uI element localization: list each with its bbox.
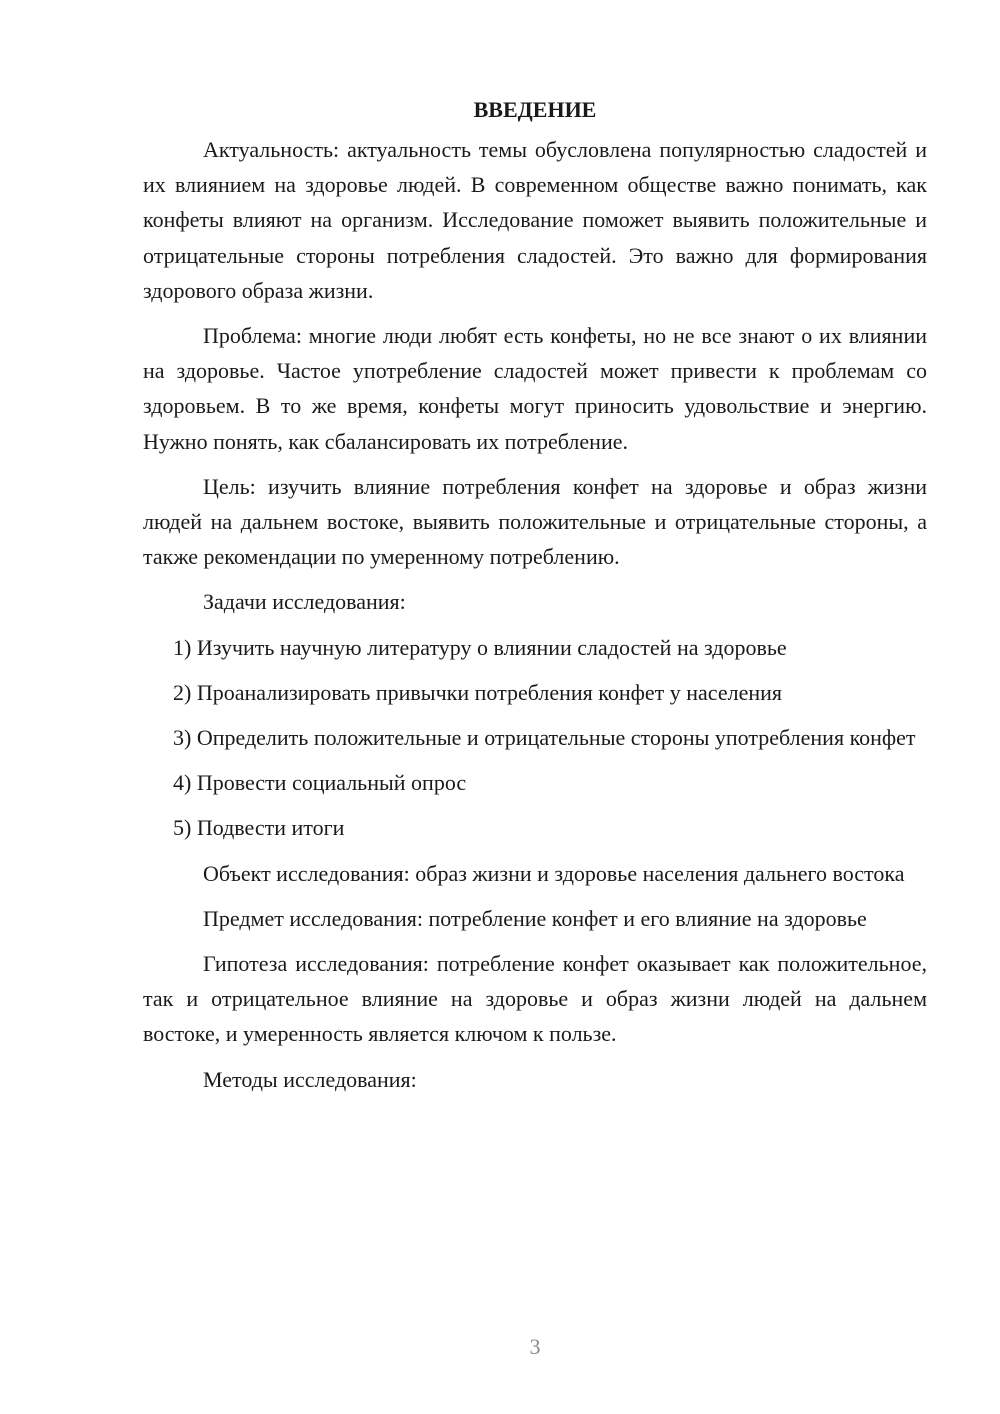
paragraph-hypothesis: Гипотеза исследования: потребление конфет оказывает как положительное, так и отрицательное влияние на здоровье и образ жизни людей на дальнем востоке, и умеренность является ключом к пользе. <box>143 951 927 1047</box>
task-item-4: 4) Провести социальный опрос <box>173 770 467 796</box>
task-item-5: 5) Подвести итоги <box>173 815 345 841</box>
task-item-3: 3) Определить положительные и отрицательные стороны употребления конфет <box>173 725 916 751</box>
document-page <box>143 92 927 1107</box>
page-number: 3 <box>529 1334 541 1359</box>
paragraph-subject: Предмет исследования: потребление конфет и его влияние на здоровье <box>203 905 867 931</box>
tasks-heading: Задачи исследования: <box>203 589 406 615</box>
methods-heading: Методы исследования: <box>203 1066 417 1092</box>
section-title: ВВЕДЕНИЕ <box>473 97 597 122</box>
paragraph-object: Объект исследования: образ жизни и здоровье населения дальнего востока <box>203 860 905 886</box>
task-item-2: 2) Проанализировать привычки потребления конфет у населения <box>173 679 783 705</box>
paragraph-problem: Проблема: многие люди любят есть конфеты, но не все знают о их влиянии на здоровье. Частое употребление сладостей может привести к проблемам со здоровьем. В то же время, конфеты могут приносить удовольствие и энергию. Нужно понять, как сбалансировать их потребление. <box>143 323 927 454</box>
paragraph-relevance: Актуальность: актуальность темы обусловлена популярностью сладостей и их влиянием на здоровье людей. В современном обществе важно понимать, как конфеты влияют на организм. Исследование поможет выявить положительные и отрицательные стороны потребления сладостей. Это важно для формирования здорового образа жизни. <box>143 137 927 303</box>
task-item-1: 1) Изучить научную литературу о влиянии сладостей на здоровье <box>173 634 787 660</box>
paragraph-goal: Цель: изучить влияние потребления конфет на здоровье и образ жизни людей на дальнем востоке, выявить положительные и отрицательные стороны, а также рекомендации по умеренному потреблению. <box>143 473 927 570</box>
